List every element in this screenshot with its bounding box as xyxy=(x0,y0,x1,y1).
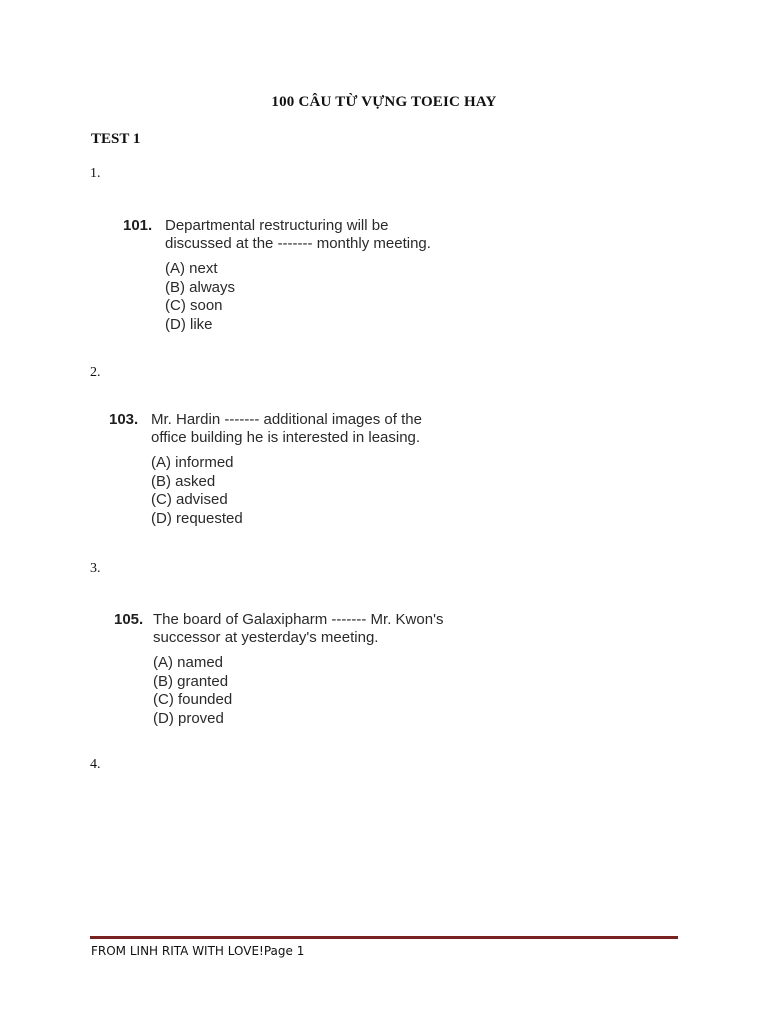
question-id: 105. xyxy=(114,611,144,628)
answer-option: (D) proved xyxy=(153,709,224,727)
page-footer: FROM LINH RITA WITH LOVE!Page 1 xyxy=(91,944,305,958)
question-number: 1. xyxy=(90,166,101,181)
question-block xyxy=(109,411,471,528)
answer-option: (B) granted xyxy=(153,672,229,690)
answer-option: (A) next xyxy=(165,260,218,277)
answer-option: (C) founded xyxy=(153,691,233,708)
footer-divider xyxy=(90,936,678,939)
question-text: The board of Galaxipharm ------- Mr. Kwon's successor at yesterday's meeting. xyxy=(153,611,444,646)
question-id: 103. xyxy=(109,411,139,428)
question-number: 2. xyxy=(90,365,101,380)
section-heading: TEST 1 xyxy=(91,131,141,147)
question-block xyxy=(123,217,465,334)
answer-option: (C) soon xyxy=(165,297,223,314)
answer-options xyxy=(151,454,471,528)
answer-option: (B) asked xyxy=(151,472,216,490)
question-block xyxy=(114,611,473,728)
document-title: 100 CÂU TỪ VỰNG TOEIC HAY xyxy=(271,94,497,110)
question-text: Mr. Hardin ------- additional images of the office building he is interested in leasing. xyxy=(151,411,422,446)
answer-option: (A) named xyxy=(153,654,224,671)
answer-option: (D) requested xyxy=(151,509,243,527)
answer-option: (D) like xyxy=(165,315,213,333)
answer-option: (C) advised xyxy=(151,491,228,508)
question-number: 4. xyxy=(90,757,101,772)
question-id: 101. xyxy=(123,217,153,234)
question-number: 3. xyxy=(90,561,101,576)
answer-option: (A) informed xyxy=(151,454,234,471)
answer-option: (B) always xyxy=(165,278,236,296)
question-text: Departmental restructuring will be discussed at the ------- monthly meeting. xyxy=(165,217,431,252)
answer-options xyxy=(165,260,465,334)
answer-options xyxy=(153,654,473,728)
